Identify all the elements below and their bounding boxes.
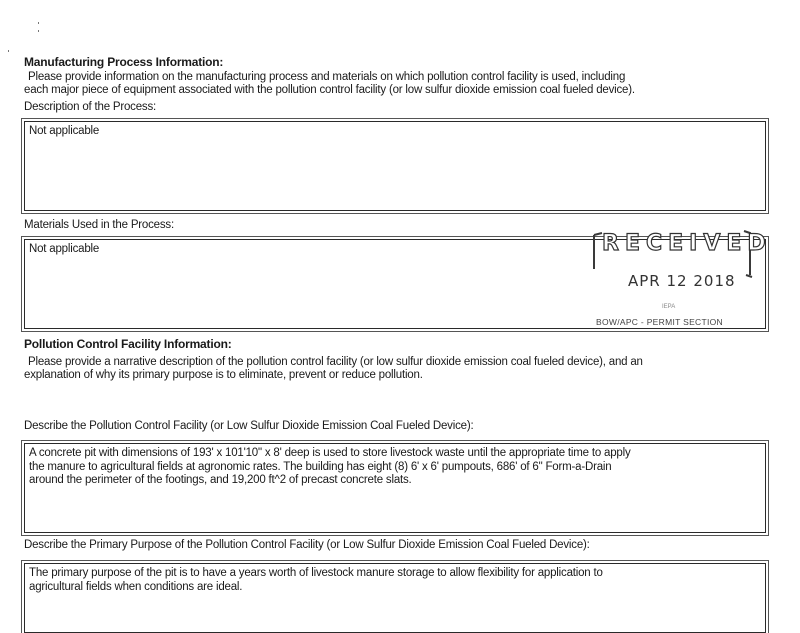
- scan-speck: [8, 50, 9, 52]
- instruction-line: each major piece of equipment associated with the pollution control facility (or low sulfur dioxide emission coal fueled device).: [24, 84, 635, 96]
- materials-value: Not applicable: [29, 243, 100, 255]
- received-stamp-agency: IEPA: [662, 304, 676, 310]
- instruction-line: explanation of why its primary purpose is to eliminate, prevent or reduce pollution.: [24, 369, 423, 381]
- primary-purpose-value: [25, 564, 765, 597]
- manufacturing-heading: Manufacturing Process Information:: [24, 55, 224, 69]
- describe-facility-label: Describe the Pollution Control Facility (or Low Sulfur Dioxide Emission Coal Fueled Device):: [24, 420, 474, 432]
- text-line: the manure to agricultural fields at agronomic rates. The building has eight (8) 6' x 6' pumpouts, 686' of 6" Form-a-Drain: [29, 460, 612, 473]
- text-line: around the perimeter of the footings, and 19,200 ft^2 of precast concrete slats.: [29, 474, 412, 486]
- materials-label: Materials Used in the Process:: [24, 219, 174, 231]
- primary-purpose-field[interactable]: [24, 563, 766, 633]
- instruction-line: Please provide a narrative description of the pollution control facility (or low sulfur dioxide emission coal fueled device), and an: [28, 356, 643, 368]
- process-description-label: Description of the Process:: [24, 101, 157, 113]
- text-line: The primary purpose of the pit is to have a years worth of livestock manure storage to allow flexibility for application to: [29, 567, 603, 579]
- scan-speck: [38, 22, 39, 24]
- scan-speck: [38, 30, 39, 32]
- received-stamp-text: RECEIVED: [602, 231, 772, 256]
- text-line: agricultural fields when conditions are ideal.: [29, 580, 243, 593]
- pollution-heading: Pollution Control Facility Information:: [24, 337, 232, 351]
- text-line: A concrete pit with dimensions of 193' x 101'10" x 8' deep is used to store livestock waste until the appropriate time to apply: [29, 447, 631, 459]
- received-stamp-section: BOW/APC - PERMIT SECTION: [596, 317, 723, 327]
- primary-purpose-label: Describe the Primary Purpose of the Pollution Control Facility (or Low Sulfur Dioxide Emission Coal Fueled Device):: [24, 539, 590, 551]
- process-description-field[interactable]: [24, 121, 766, 211]
- process-description-value: Not applicable: [29, 125, 100, 137]
- describe-facility-value: [25, 444, 765, 491]
- describe-facility-field[interactable]: [24, 443, 766, 533]
- manufacturing-instructions: [24, 71, 794, 97]
- instruction-line: Please provide information on the manufacturing process and materials on which pollution control facility is used, including: [28, 71, 626, 83]
- received-stamp-date: APR 12 2018: [628, 272, 736, 290]
- pollution-instructions: [24, 356, 794, 382]
- received-stamp: [590, 227, 772, 327]
